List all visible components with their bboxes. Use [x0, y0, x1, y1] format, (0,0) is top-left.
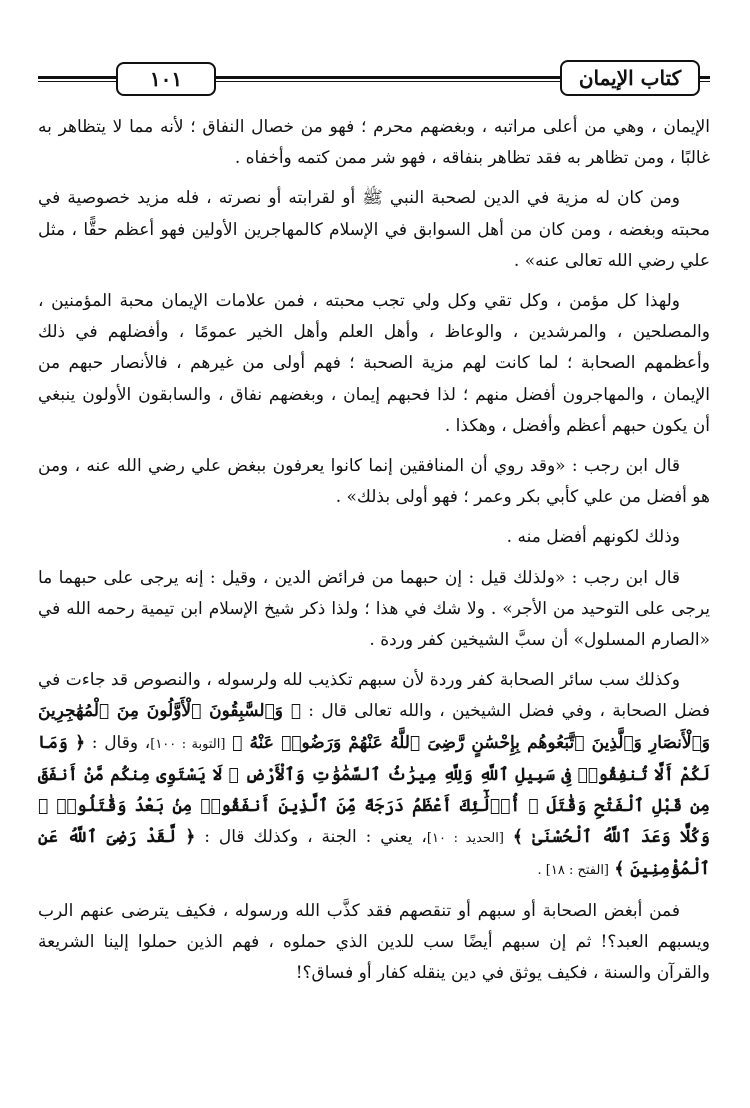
paragraph: الإيمان ، وهي من أعلى مراتبه ، وبغضهم محرم ؛ فهو من خصال النفاق ؛ لأنه مما لا يتظاهر به غالبًا ، ومن تظاهر به فقد تظاهر بنفاقه ، فهو شر ممن كتمه وأخفاه . — [38, 117, 710, 169]
page-header — [38, 56, 710, 96]
verse-reference: [الحديد : ١٠] — [426, 831, 504, 847]
quran-paragraph — [38, 665, 710, 886]
quran-connector: ، وقال : — [91, 732, 151, 753]
book-title: كتاب الإيمان — [560, 60, 700, 96]
verse-reference: [الفتح : ١٨] . — [537, 863, 610, 879]
paragraph: وذلك لكونهم أفضل منه . — [506, 527, 680, 548]
paragraph: ومن كان له مزية في الدين لصحبة النبي ﷺ أو لقرابته أو نصرته ، فله مزيد خصوصية في محبته وبغضه ، ومن كان من أهل السوابق في الإسلام كالمهاجرين الأولين فهو أعظم حقًّا ، مثل علي رضي الله تعالى عنه» . — [38, 188, 710, 271]
paragraph: ولهذا كل مؤمن ، وكل تقي وكل ولي تجب محبته ، فمن علامات الإيمان محبة المؤمنين ، والمصلحين ، والمرشدين ، والوعاظ ، وأهل العلم وأهل الخير عمومًا ، وأفضلهم في ذلك وأعظمهم الصحابة ؛ لما كانت لهم مزية الصحبة ؛ فهم أولى من غيرهم ، فالأنصار حبهم من الإيمان ، والمهاجرون أفضل منهم ؛ لذا فحبهم إيمان ، وبغضهم نفاق ، والسابقون الأولون ينبغي أن يكون حبهم أعظم وأفضل ، وهكذا . — [38, 291, 710, 436]
paragraph: قال ابن رجب : «ولذلك قيل : إن حبهما من فرائض الدين ، وقيل : إنه يرجى على حبهما ما يرجى على التوحيد من الأجر» . ولا شك في هذا ؛ ولذا ذكر شيخ الإسلام ابن تيمية رحمه الله في «الصارم المسلول» أن سبَّ الشيخين كفر وردة . — [38, 567, 710, 651]
verse-reference: [التوبة : ١٠٠] — [150, 736, 226, 752]
page-number: ١٠١ — [116, 62, 216, 96]
quran-intro: وكذلك سب سائر الصحابة كفر وردة لأن سبهم تكذيب لله ولرسوله ، والنصوص قد جاءت في فضل الصحابة ، وفي فضل الشيخين ، والله تعالى قال : — [38, 670, 710, 722]
quran-verse: ﴿ لَّقَدْ رَضِىَ ٱللَّهُ عَنِ ٱلْمُؤْمِنِينَ ﴾ — [38, 827, 710, 880]
paragraph: فمن أبغض الصحابة أو سبهم أو تنقصهم فقد كذَّب الله ورسوله ، فكيف يترضى عنهم الرب ويسبهم العبد؟! ثم إن سبهم أيضًا سب للدين الذي حملوه ، فهم الذين حملوا إلينا الشريعة والقرآن والسنة ، فكيف يوثق في دين ينقله كفار أو فساق؟! — [38, 900, 710, 984]
quran-verse: ﴿ وَمَا لَكُمْ أَلَّا تُنفِقُوا۟ فِى سَبِيلِ ٱللَّهِ وَلِلَّهِ مِيرَٰثُ ٱلسَّمَٰوَٰتِ وَٱلْأَرْضِ ۚ لَا يَسْتَوِى مِنكُم مَّنْ أَنفَقَ مِن قَبْلِ ٱلْفَتْحِ وَقَٰتَلَ ۚ أُو۟لَٰٓئِكَ أَعْظَمُ دَرَجَةً مِّنَ ٱلَّذِينَ أَنفَقُوا۟ مِنۢ بَعْدُ وَقَٰتَلُوا۟ ۚ وَكُلًّا وَعَدَ ٱللَّهُ ٱلْحُسْنَىٰ ﴾ — [38, 732, 711, 848]
page-body — [38, 112, 710, 998]
paragraph: قال ابن رجب : «وقد روي أن المنافقين إنما كانوا يعرفون ببغض علي رضي الله عنه ، ومن هو أفضل من علي كأبي بكر وعمر ؛ فهو أولى بذلك» . — [38, 456, 710, 508]
quran-connector: ، يعني : الجنة ، وكذلك قال : — [204, 827, 427, 848]
quran-verse: ﴿ وَٱلسَّٰبِقُونَ ٱلْأَوَّلُونَ مِنَ ٱلْمُهَٰجِرِينَ وَٱلْأَنصَارِ وَٱلَّذِينَ ٱتَّبَعُوهُم بِإِحْسَٰنٍ رَّضِىَ ٱللَّهُ عَنْهُمْ وَرَضُوا۟ عَنْهُ ﴾ — [38, 701, 711, 753]
